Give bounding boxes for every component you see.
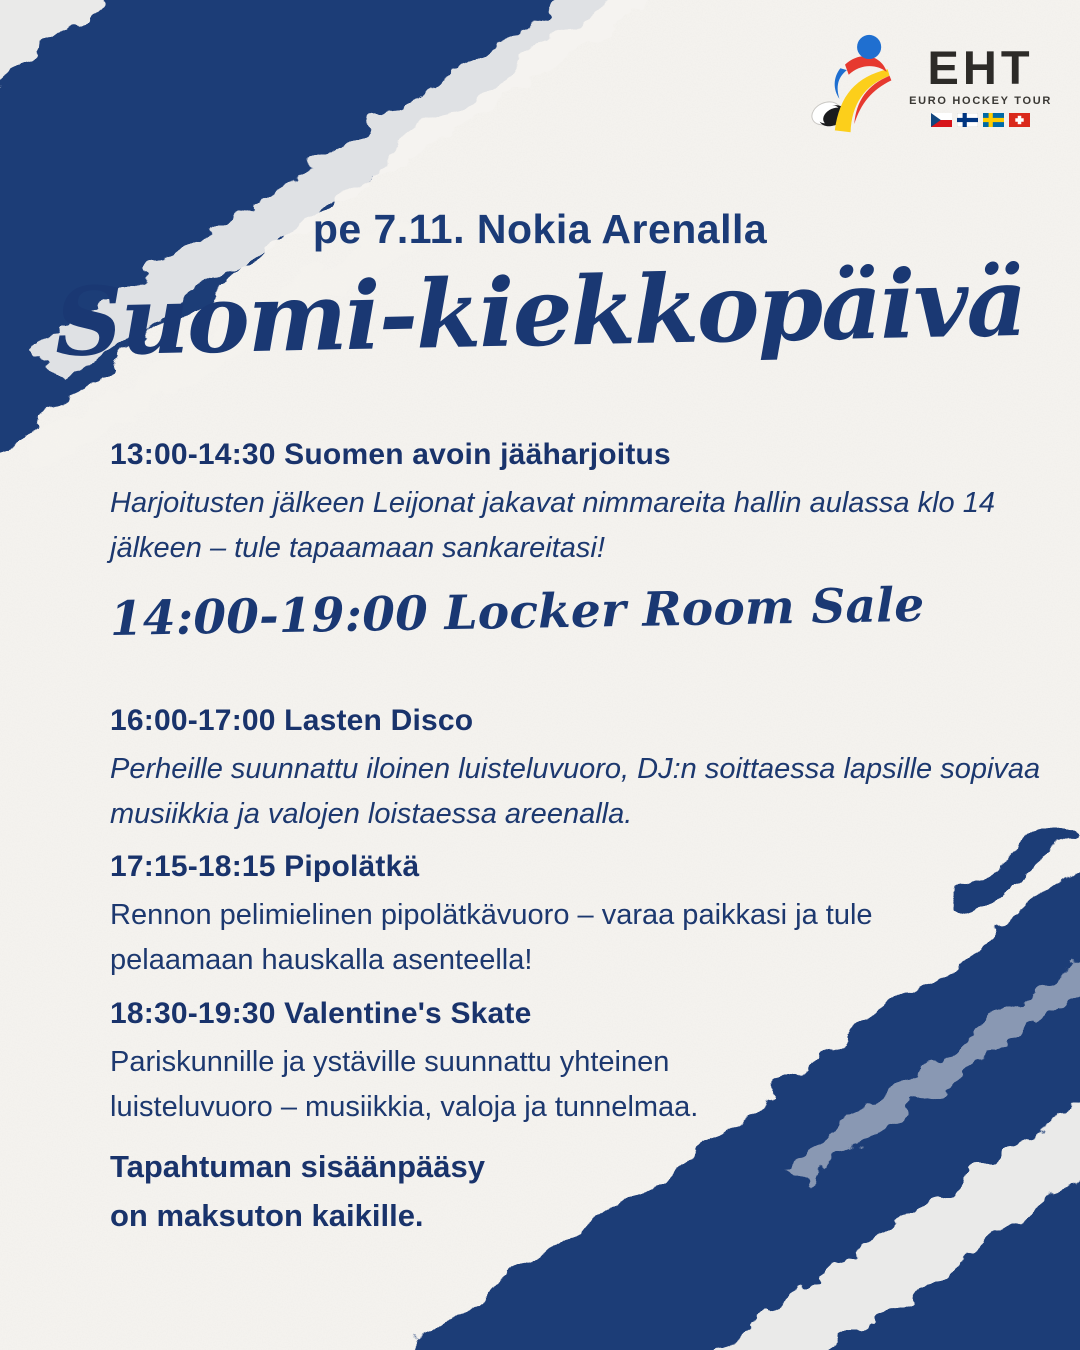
logo-subtitle: EURO HOCKEY TOUR	[909, 94, 1052, 107]
logo-wordmark: EHT	[927, 40, 1034, 94]
schedule-item-valentines-skate	[110, 997, 790, 1130]
schedule-item-open-practice	[110, 438, 1045, 571]
flag-switzerland-icon	[1009, 113, 1030, 127]
flag-sweden-icon	[983, 113, 1004, 127]
logo-flags	[931, 113, 1030, 127]
page-title: Suomi-kiekkopäivä	[53, 247, 1027, 379]
schedule-item-title: 16:00-17:00 Lasten Disco	[110, 704, 474, 737]
schedule-item-pipolatka	[110, 850, 920, 983]
schedule-item-lasten-disco	[110, 704, 1045, 837]
eht-figure-icon	[811, 34, 905, 136]
eht-logo	[811, 34, 1052, 136]
schedule-item-locker-room-sale	[109, 577, 925, 647]
flag-czech-republic-icon	[931, 113, 952, 127]
admission-note	[110, 1142, 485, 1240]
schedule-item-description: Harjoitusten jälkeen Leijonat jakavat nimmareita hallin aulassa klo 14 jälkeen – tule tapaamaan sankareitasi!	[110, 487, 995, 564]
admission-note-line1: Tapahtuman sisäänpääsy	[110, 1149, 486, 1184]
admission-note-line2: on maksuton kaikille.	[110, 1198, 424, 1233]
schedule-item-description: Rennon pelimielinen pipolätkävuoro – varaa paikkasi ja tule pelaamaan hauskalla asenteella!	[110, 899, 873, 976]
event-date-location: pe 7.11. Nokia Arenalla	[312, 206, 768, 252]
schedule-item-title: 18:30-19:30 Valentine's Skate	[110, 997, 532, 1030]
schedule-item-description: Perheille suunnattu iloinen luisteluvuoro, DJ:n soittaessa lapsille sopivaa musiikkia ja valojen loistaessa areenalla.	[110, 753, 1041, 830]
schedule-item-title: 17:15-18:15 Pipolätkä	[110, 850, 420, 883]
schedule-item-title: 14:00-19:00 Locker Room Sale	[109, 577, 925, 647]
schedule-item-title: 13:00-14:30 Suomen avoin jääharjoitus	[110, 438, 671, 471]
schedule-item-description: Pariskunnille ja ystäville suunnattu yhteinen luisteluvuoro – musiikkia, valoja ja tunnelmaa.	[110, 1046, 699, 1123]
flag-finland-icon	[957, 113, 978, 127]
